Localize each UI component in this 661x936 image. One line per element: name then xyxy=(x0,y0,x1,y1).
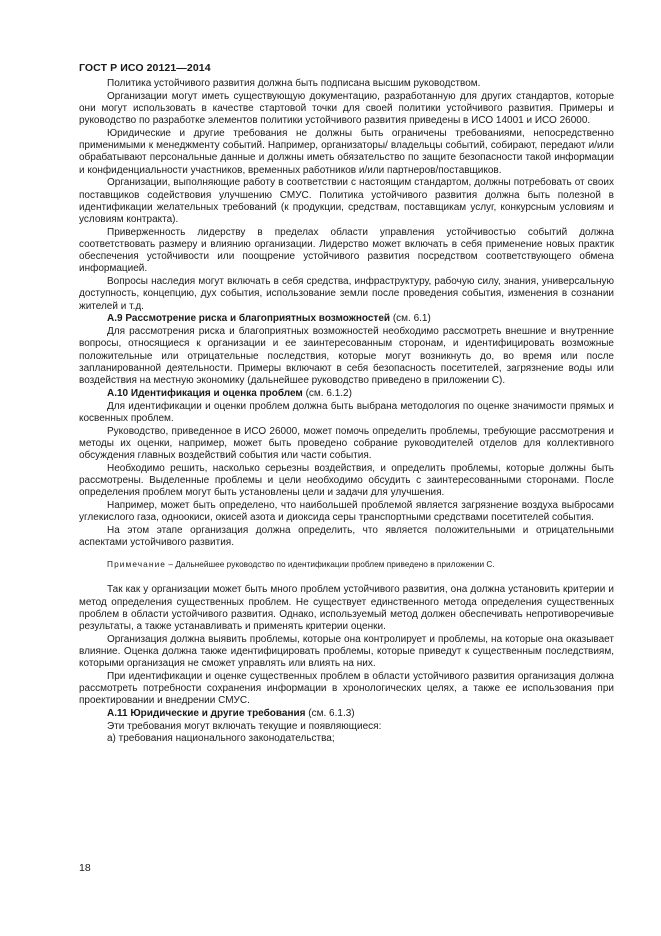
section-title: А.9 Рассмотрение риска и благоприятных возможностей xyxy=(107,313,391,325)
section-heading-a10 xyxy=(79,388,614,400)
section-title: А.11 Юридические и другие требования xyxy=(107,708,306,720)
paragraph: Приверженность лидерству в пределах области управления устойчивостью событий должна соответствовать размеру и влиянию организации. Лидерство может включать в себя применение новых практик обеспечения устойчивости или поощрение устойчивого развития посредством соответствующего обмена информацией. xyxy=(79,226,614,275)
page-number: 18 xyxy=(79,862,91,874)
paragraph: Политика устойчивого развития должна быть подписана высшим руководством. xyxy=(107,78,481,89)
section-title: А.10 Идентификация и оценка проблем xyxy=(107,387,303,399)
paragraph: При идентификации и оценке существенных проблем в области устойчивого развития организация должна рассмотреть потребности сохранения информации в хронологических целях, а также ее использования при проектировании и внедрении СМУС. xyxy=(79,671,614,707)
note-text: – Дальнейшее руководство по идентификации проблем приведено в приложении С. xyxy=(166,559,495,570)
list-intro: Эти требования могут включать текущие и появляющиеся: xyxy=(107,721,382,733)
paragraph: Для идентификации и оценки проблем должна быть выбрана методология по оценке значимости прямых и косвенных проблем. xyxy=(79,400,614,424)
paragraph: Руководство, приведенное в ИСО 26000, может помочь определить проблемы, требующие рассмотрения и методы их оценки, например, может быть проведено собрание руководителей отделов для коллективного обсуждения главных воздействий события или части события. xyxy=(79,425,614,462)
section-ref: (см. 6.1.2) xyxy=(302,387,352,399)
section-ref: (см. 6.1.3) xyxy=(305,708,355,720)
paragraph: Вопросы наследия могут включать в себя средства, инфраструктуру, рабочую силу, знания, универсальную доступность, концепцию, дух события, использование земли после проведения события, изменения в сознании жителей и т.д. xyxy=(79,276,614,312)
paragraph: Организация должна выявить проблемы, которые она контролирует и проблемы, на которые она оказывает влияние. Оценка должна также идентифицировать проблемы, которые приведут к существенным последствиям, которыми организация не сможет управлять или влиять на них. xyxy=(79,633,614,670)
paragraph: Для рассмотрения риска и благоприятных возможностей необходимо рассмотреть внешние и внутренние вопросы, относящиеся к организации и ее заинтересованным сторонам, и идентифицировать возможные положительные или отрицательные последствия, которые могут возникнуть до, во время или после запланированной деятельности. Примеры включают в себя безопасность посетителей, загрязнение воды или воздействия на местную экономику (дальнейшее руководство приведено в приложении С). xyxy=(79,326,614,387)
paragraph: Так как у организации может быть много проблем устойчивого развития, она должна установить критерии и метод определения существенных проблем. Не существует единственного метода определения существенных проблем в области устойчивого развития. Однако, используемый метод должен обеспечивать непротиворечивые результаты, а также устанавливать и применять критерии оценки. xyxy=(79,584,614,633)
document-header: ГОСТ Р ИСО 20121—2014 xyxy=(79,62,211,74)
paragraph: Организации могут иметь существующую документацию, разработанную для других стандартов, которые они могут использовать в качестве стартовой точки для своей политики устойчивого развития. Примеры и руководство по разработке элементов политики устойчивого развития приведены в ИСО 14001 и ИСО 26000. xyxy=(79,90,614,127)
section-heading-a9 xyxy=(79,313,614,325)
paragraph: Организации, выполняющие работу в соответствии с настоящим стандартом, должны потребовать от своих поставщиков содействовия улучшению СМУС. Политика устойчивого развития должна быть полезной в идентификации желательных требований (к продукции, средствам, поставщикам услуг, конкурсным условиям и условиям контракта). xyxy=(79,177,614,226)
paragraph: Необходимо решить, насколько серьезны воздействия, и определить проблемы, которые должны быть рассмотрены. Выделенные проблемы и цели необходимо обсудить с заинтересованными сторонами. После определения проблем могут быть установлены цели и задачи для улучшения. xyxy=(79,462,614,499)
list-item: а) требования национального законодательства; xyxy=(107,733,335,745)
paragraph: Юридические и другие требования не должны быть ограничены требованиями, непосредственно применимыми к менеджменту событий. Например, организаторы/ владельцы событий, собирают, передают и/или обрабатывают персональные данные и должны иметь обязательство по защите безопасности такой информации и конфиденциальности участников, временных работников и/или партнеров/поставщиков. xyxy=(79,128,614,176)
page-content xyxy=(79,78,614,745)
section-ref: (см. 6.1) xyxy=(390,313,431,325)
note-label: Примечание xyxy=(107,559,167,570)
section-heading-a11 xyxy=(79,708,614,720)
paragraph: На этом этапе организация должна определить, что является положительными и отрицательными аспектами устойчивого развития. xyxy=(79,525,614,549)
note xyxy=(79,559,614,570)
paragraph: Например, может быть определено, что наибольшей проблемой является загрязнение воздуха выбросами углекислого газа, одноокиси, окисей азота и диоксида серы транспортными средствами посетителей события. xyxy=(79,500,614,524)
